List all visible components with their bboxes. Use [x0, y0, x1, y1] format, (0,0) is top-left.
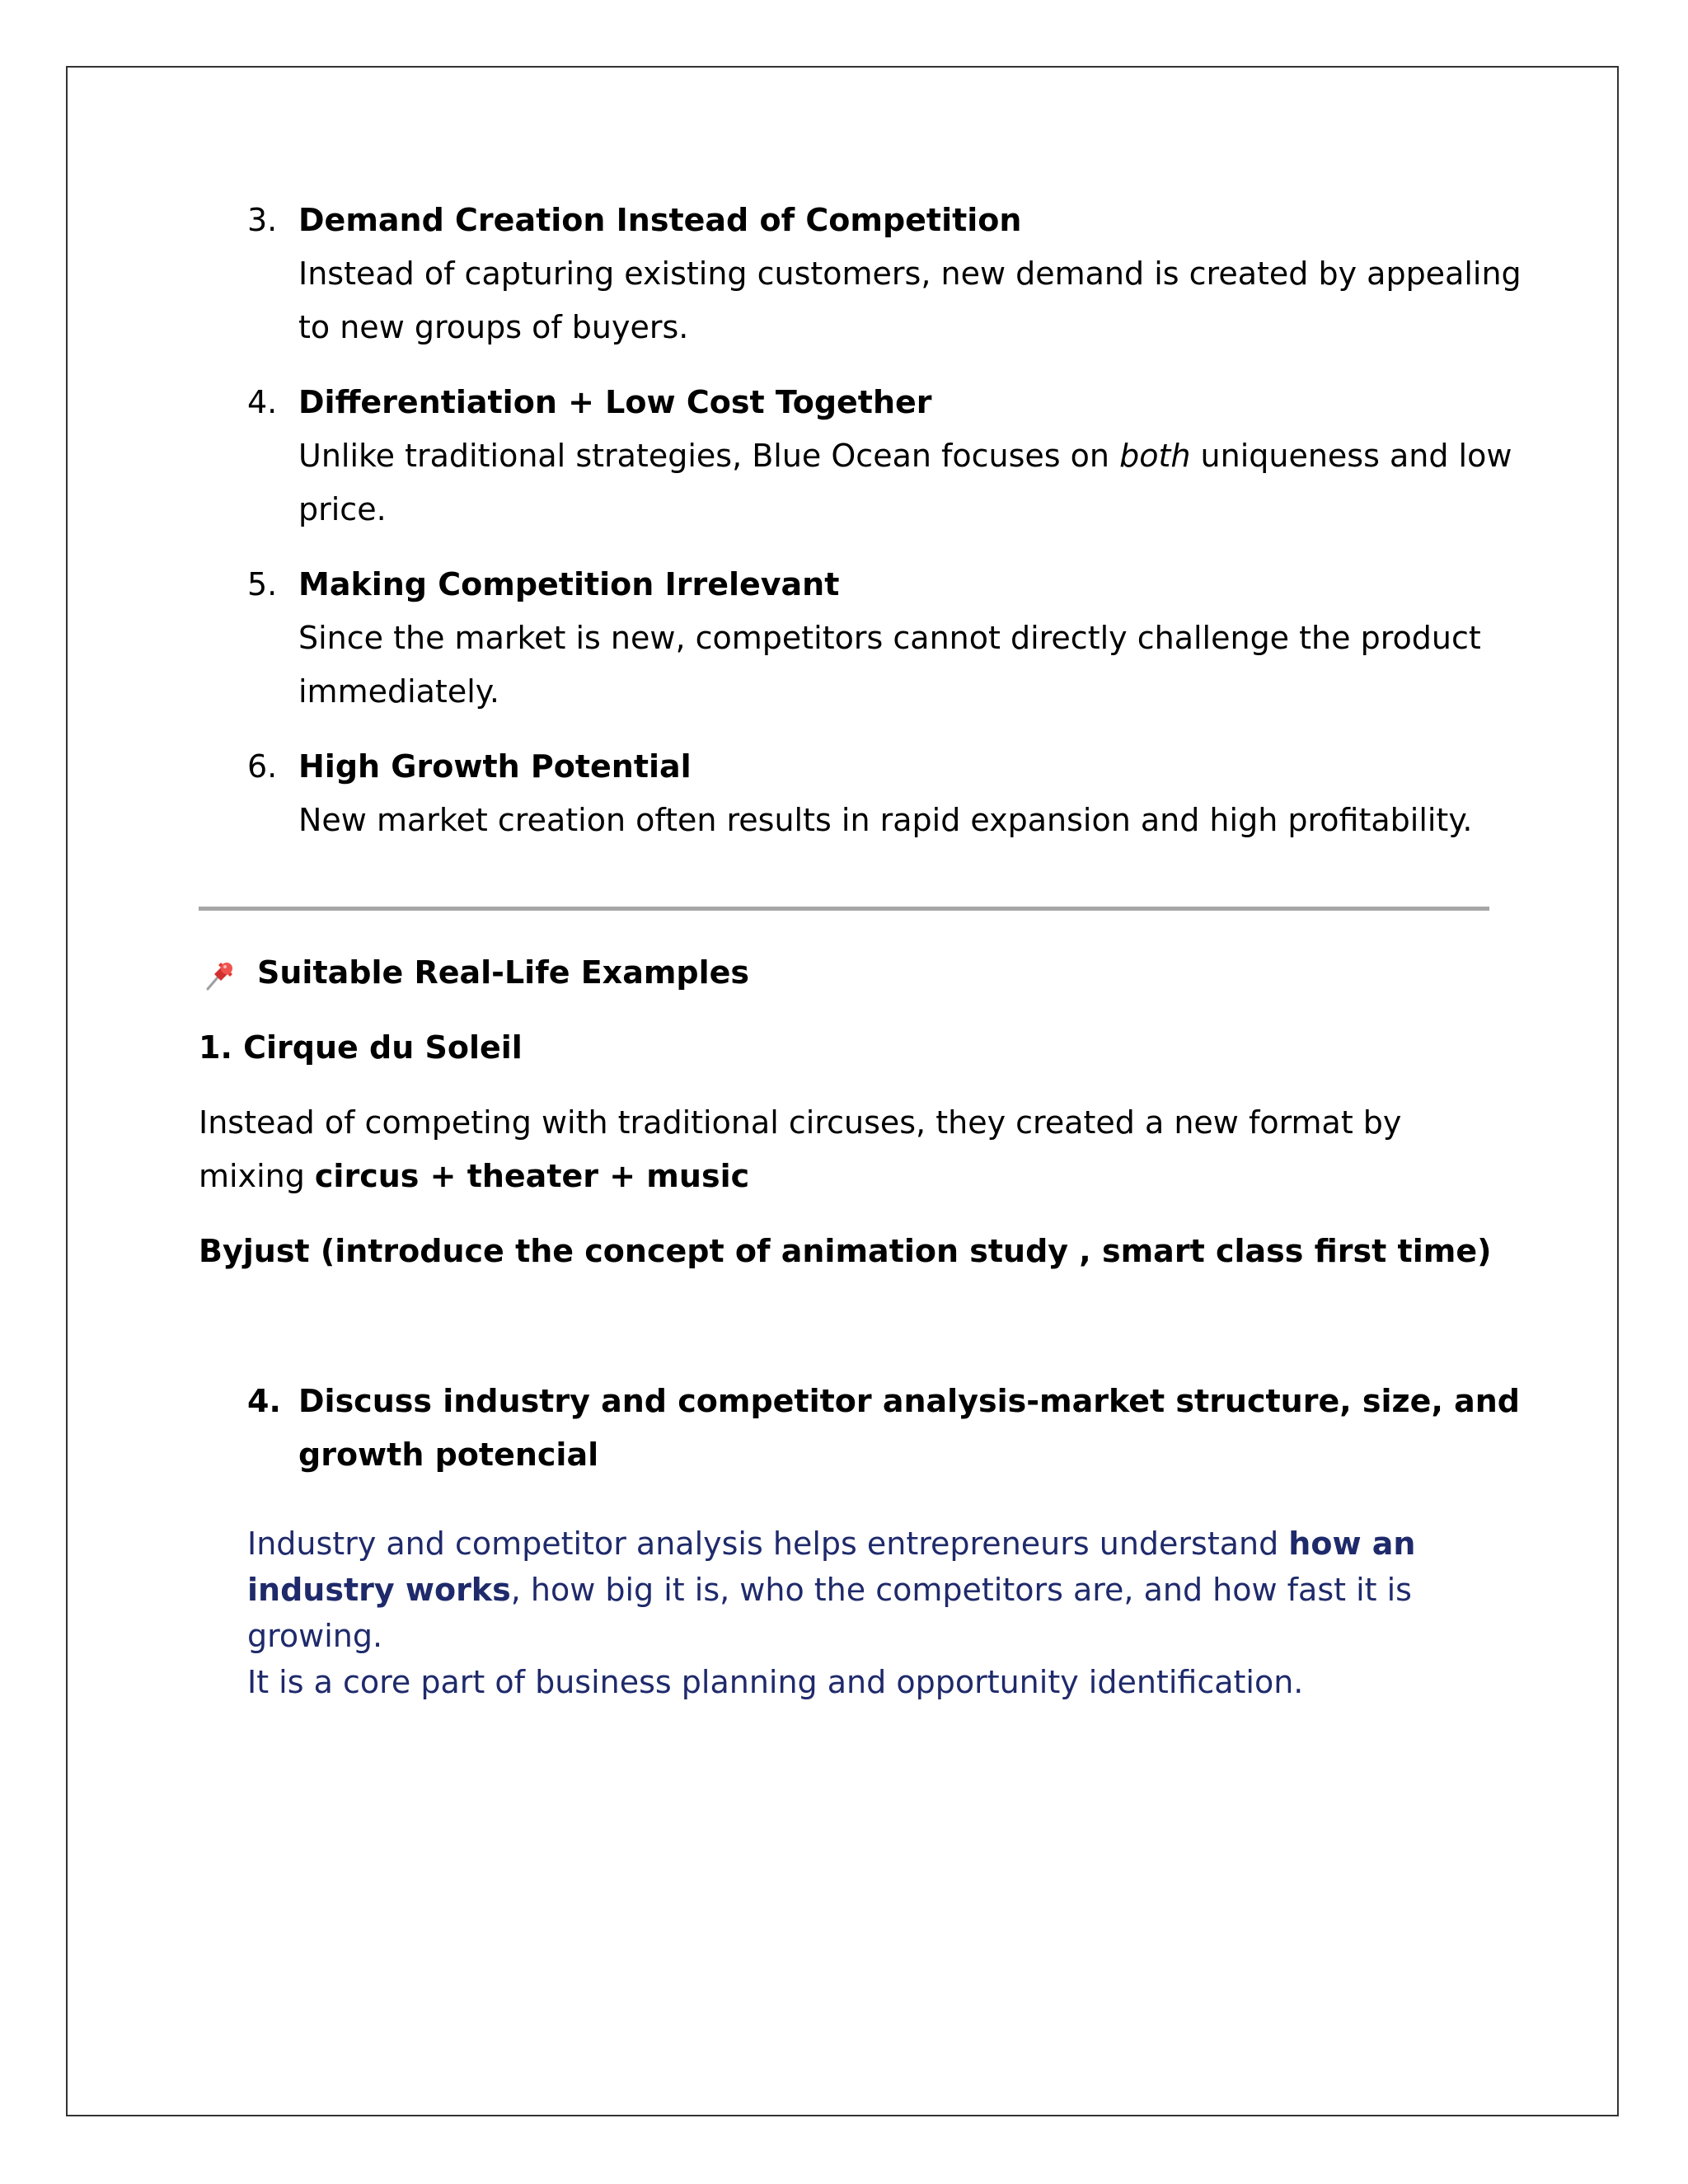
point-text: price. — [298, 491, 387, 527]
point-text: Instead of capturing existing customers, new demand is created by appealing — [298, 255, 1522, 292]
pushpin-icon — [201, 956, 239, 994]
point-text: Since the market is new, competitors cannot directly challenge the product — [298, 620, 1481, 656]
horizontal-rule — [199, 907, 1489, 911]
point-text — [298, 429, 1512, 483]
bold-text: industry works — [247, 1572, 511, 1608]
answer-text: It is a core part of business planning and opportunity identification. — [247, 1664, 1304, 1700]
point-text: New market creation often results in rapid expansion and high profitability. — [298, 802, 1473, 838]
point-heading: Making Competition Irrelevant — [298, 566, 840, 602]
answer-text — [247, 1567, 1412, 1613]
question-heading: Discuss industry and competitor analysis-market structure, size, and — [298, 1383, 1520, 1419]
bold-text: how an — [1288, 1526, 1416, 1562]
point-text: immediately. — [298, 673, 499, 710]
point-heading: Demand Creation Instead of Competition — [298, 202, 1022, 238]
text-span: Unlike traditional strategies, Blue Ocean focuses on — [298, 438, 1120, 474]
list-number: 5. — [247, 566, 278, 602]
answer-text — [247, 1521, 1416, 1567]
emphasis-text: both — [1119, 438, 1191, 474]
page-border — [66, 66, 1619, 2116]
list-number: 3. — [247, 202, 278, 238]
point-heading: Differentiation + Low Cost Together — [298, 384, 932, 420]
point-heading: High Growth Potential — [298, 748, 692, 785]
question-heading: growth potencial — [298, 1436, 599, 1473]
question-number: 4. — [247, 1383, 281, 1419]
list-number: 4. — [247, 384, 278, 420]
bold-text: circus + theater + music — [314, 1158, 750, 1194]
example-text: Byjust (introduce the concept of animation study , smart class first time) — [199, 1233, 1492, 1269]
example-text — [199, 1150, 749, 1203]
text-span: uniqueness and low — [1190, 438, 1512, 474]
section-title: Suitable Real-Life Examples — [257, 954, 750, 991]
point-text: to new groups of buyers. — [298, 309, 689, 345]
text-span: , how big it is, who the competitors are, and how fast it is — [510, 1572, 1412, 1608]
example-title: 1. Cirque du Soleil — [199, 1029, 523, 1066]
answer-text: growing. — [247, 1618, 383, 1654]
text-span: mixing — [199, 1158, 315, 1194]
example-text: Instead of competing with traditional circuses, they created a new format by — [199, 1104, 1402, 1141]
text-span: Industry and competitor analysis helps entrepreneurs understand — [247, 1526, 1289, 1562]
list-number: 6. — [247, 748, 278, 785]
